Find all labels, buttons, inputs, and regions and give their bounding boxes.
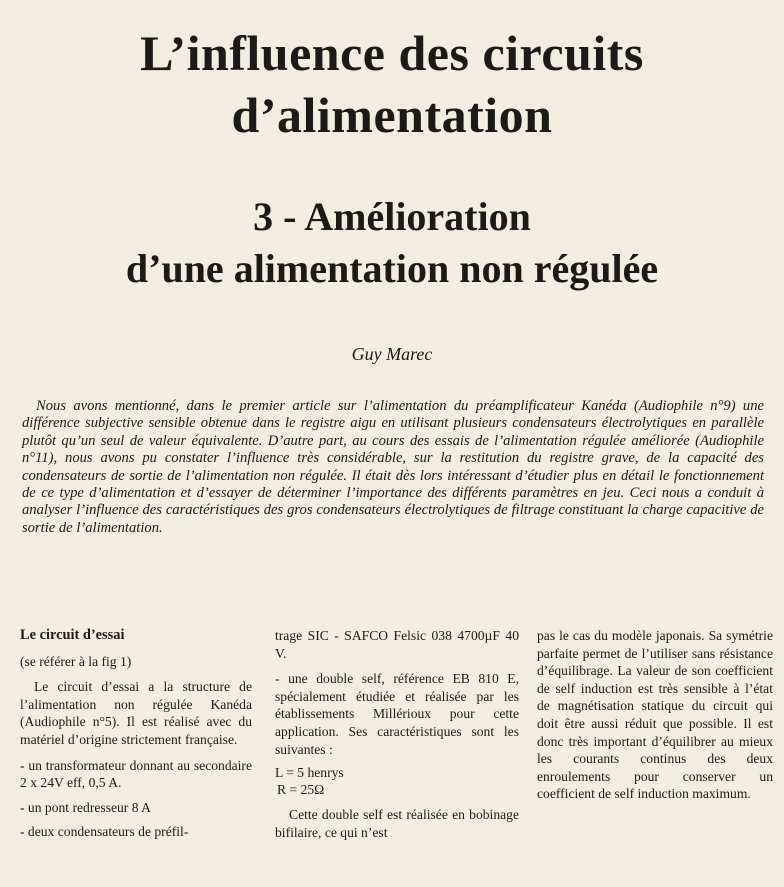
section-heading: Le circuit d’essai [20, 627, 125, 643]
intro-paragraph [22, 398, 764, 537]
list-item: - deux condensateurs de préfil- [20, 824, 189, 840]
column-1 [20, 627, 252, 848]
author-name: Guy Marec [351, 344, 433, 364]
formula-resistance: R = 25Ω [277, 782, 325, 798]
body-paragraph: Le circuit d’essai a la structure de l’alimentation non régulée Kanéda (Audiophile n°5). Il est réalisé avec du matériel d’origine strictement française. [20, 679, 252, 747]
body-paragraph: Cette double self est réalisée en bobinage bifilaire, ce qui n’est [275, 807, 519, 840]
title-line-2: d’alimentation [231, 87, 553, 143]
component-list [20, 757, 252, 841]
list-item-continued: trage SIC - SAFCO Felsic 038 4700µF 40 V. [275, 628, 519, 661]
section-subheading: (se référer à la fig 1) [20, 653, 132, 669]
column-2 [275, 627, 519, 849]
intro-text: Nous avons mentionné, dans le premier article sur l’alimentation du préamplificateur Kanéda (Audiophile n°9) une différence subjective sensible obtenue dans le registre aigu en utilisant plusieurs condensateurs électrolytiques en parallèle plutôt qu’un seul de valeur équivalente. D’autre part, au cours des essais de l’alimentation régulée améliorée (Audiophile n°11), nous avons pu constater l’influence très considérable, sur la restitution du registre grave, de la capacité des condensateurs de sortie de l’alimentation non régulée. Il était dès lors intéressant d’étudier plus en détail le fonctionnement de ce type d’alimentation et d’essayer de déterminer l’importance des différents paramètres en jeu. Ceci nous a conduit à analyser l’influence des caractéristiques des gros condensateurs électrolytiques de filtrage constituant la charge capacitive de sortie de l’alimentation. [22, 398, 764, 536]
subtitle-line-2: d’une alimentation non régulée [125, 246, 659, 291]
title-line-1: L’influence des circuits [140, 25, 644, 81]
body-paragraph: pas le cas du modèle japonais. Sa symétrie parfaite permet de l’utiliser sans résistance d’équilibrage. La valeur de son coefficient de self induction est très sensible à l’état de magnétisation statique du circuit qui doit être aussi réduit que possible. Il est donc très important d’équilibrer au mieux les courants continus des deux enroulements pour conserver un coefficient de self induction maximum. [537, 628, 773, 802]
formula-block [275, 764, 519, 798]
list-item: - un transformateur donnant au secondaire 2 x 24V eff, 0,5 A. [20, 757, 252, 791]
list-item: - un pont redresseur 8 A [20, 799, 151, 815]
column-3 [537, 627, 773, 811]
subtitle-line-1: 3 - Amélioration [253, 194, 531, 239]
list-item: - une double self, référence EB 810 E, spécialement étudiée et réalisée par les établissements Millérioux pour cette application. Ses caractéristiques sont les suivantes : [275, 671, 519, 757]
formula-inductance: L = 5 henrys [275, 765, 344, 781]
